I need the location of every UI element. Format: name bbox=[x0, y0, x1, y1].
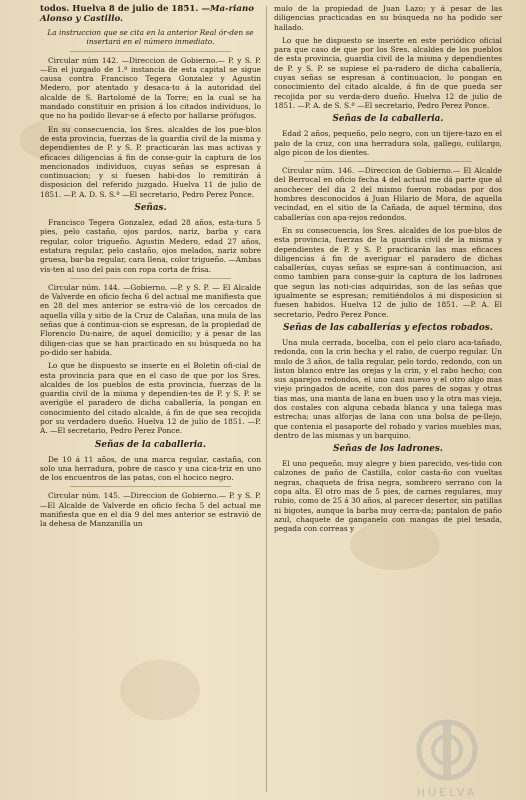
caballerias-robadas-text: Una mula cerrada, bocelba, con el pelo claro aca-tañado, redonda, con la crin hecha y el rabo, de cuerpo regular. Un mulo de 3 años, de talla regular, pelo tordo, redondo, con un liston blanco entre las orejas y la crin, y el rabo hecho; con sus aparejos redondos, el uno casi nuevo y el otro algo mas viejo pringados de aceite, con dos pares de sogas y otras tias mas, una manta de lana en buen uso y la otra mas vieja, dos costales con alguna cebada blanca y una talega mas estrecha; unas alforjas de lana con una bolsa de pe-llejo, que contenia el pasaporte del robado y varios muebles mas, dentro de las mismas y un barquino. bbox=[274, 337, 502, 440]
circular-142: Circular núm 142. —Direccion de Gobierno.— P. y S. P. —En el juzgado de 1.ª instancia de esta capital se sigue causa contra Francisco Tegera Gonzalez y Agustin Medero, por atentado y desaca-to á la autoridad del alcalde de S. Bartolomé de la Torre; en la cual se ha mandado constituir en prision á los citados individuos, lo que no ha podido llevar-se á efecto por hallarse prófugos. bbox=[40, 55, 261, 121]
circular-145: Circular núm. 145. —Direccion de Gobierno.— P. y S. P. —El Alcalde de Valverde en oficio fecha 5 del actual me manifiesta que en el dia 9 del mes anterior se estravió de la dehesa de Manzanilla un bbox=[40, 491, 261, 529]
section-title-caballeria: Señas de la caballeria. bbox=[95, 439, 206, 450]
issue-heading: todos. Huelva 8 de julio de 1851. —Ma-riano Alonso y Castillo. bbox=[40, 4, 254, 24]
divider-rule bbox=[70, 51, 231, 52]
section-title-ladrones: Señas de los ladrones. bbox=[333, 444, 443, 455]
circular-142-continuation: En su consecuencia, los Sres. alcaldes de los pue-blos de esta provincia, fuerzas de la guardia civil de la misma y dependientes de P. y S. P. practicarán las mas activas y eficaces diligencias á fin de conse-guir la captura de los mencionados individuos, cuyas señas se espresan á continuacion; y si fuesen habi-dos lo remitirán á disposicion del referido juzgado. Huelva 11 de julio de 1851. —P. A. D. S. S.ª —El secretario, Pedro Perez Ponce. bbox=[40, 124, 261, 199]
circular-146-continuation: En su consecuencia, los Sres. alcaldes de los pue-blos de esta provincia, fuerzas de la guardia civil de la misma y dependientes de P. y S. P. practicarán las mas eficaces diligencias á fin de averiguar el paradero de dichas caballerías, cuyas señas se espre-san á continuacion, asi como tambien para conse-guir la captura de los ladrones que segun las noti-cias adquiridas, son de las señas que igualmente se espresan; remitiéndolos á mi disposicion si fuesen habidos. Huelva 12 de julio de 1851. —P. A. El secretario, Pedro Perez Ponce. bbox=[274, 225, 502, 319]
circular-146: Circular núm. 146. —Direccion de Gobierno.— El Alcalde del Berrocal en oficio fecha 4 del actual me dá parte que al anochecer del dia 2 del mismo fueron robadas por dos hombres desconocidos á Juan Hilario de Mora, de aquella vecindad, en el sitio de la Cañada, de aquel término, dos caballerías con apa-rejos redondos. bbox=[274, 166, 502, 222]
archive-watermark-text: HUELVA bbox=[416, 786, 478, 799]
intro-note: La instruccion que se cita en la anterior Real ór-den se insertará en el número inmediato. bbox=[47, 28, 254, 47]
archive-watermark-logo bbox=[402, 716, 492, 792]
circular-144-continuation: Lo que he dispuesto se inserte en el Boletin ofi-cial de esta provincia para que en el caso de que por los Sres. alcaldes de los pueblos de esta provincia, fuerzas de la guardia civil de la misma y dependien-tes de P. y S. P. se averigüe el paradero de dicha caballería, la pongan en conocimiento del citado alcalde, á fin de que sea recojida por su verdadero dueño. Huelva 12 de julio de 1851. —P. A. —El secretario, Pedro Perez Ponce. bbox=[40, 361, 261, 436]
divider-rule bbox=[70, 486, 231, 487]
divider-rule bbox=[70, 278, 231, 279]
left-column bbox=[40, 4, 261, 533]
circular-144: Circular núm. 144. —Gobierno. —P. y S. P. — El Alcalde de Valverde en oficio fecha 6 del actual me manifiesta que en 28 del mes anterior se estra-vió de los cercados de aquella villa y sitio de la Cruz de Calañas, una mula de las señas que á continua-cion se espresan, de la propiedad de Florencio Du-naire, de aquel domicilio; y á pesar de las diligen-cias que se han practicado en su búsqueda no ha po-dido ser habida. bbox=[40, 282, 261, 357]
column-divider bbox=[266, 6, 267, 792]
continuation-text-2: Lo que he dispuesto se inserte en este periódico oficial para que caso de que por los Sres. alcaldes de los pueblos de esta provincia, guardia civil de la misma y dependientes de P. y S. P. se supiese el pa-radero de dicha caballería, cuyas señas se espresan á continuacion, lo pongan en conocimiento del citado alcalde, á fin de que pueda ser recojida por su verda-dero dueño. Huelva 12 de julio de 1851. —P. A. de S. S.ª —El secretario, Pedro Perez Ponce. bbox=[274, 35, 502, 110]
caballeria-text: De 10 á 11 años, de una marca regular, castaña, con solo una herradura, pobre de casco y una cica-triz en uno de los encuentros de las patas, con el hocico negro. bbox=[40, 454, 261, 483]
right-column bbox=[274, 4, 502, 538]
paper-stain bbox=[120, 660, 200, 720]
section-title-senas: Señas. bbox=[134, 203, 167, 214]
caballeria-text-right: Edad 2 años, pequeño, pelo negro, con un tijere-tazo en el palo de la cruz, con una herradura sola, gallego, culilargo, algo picon de los dientes. bbox=[274, 129, 502, 157]
ladrones-text: El uno pequeño, muy alegre y bien parecido, ves-tido con calzones de paño de Castilla, color casta-ño con vueltas negras, chaqueta de frisa negra, sombrero serrano con la copa alta. El otro mas de 5 pies, de carnes regulares, muy rubio, como de 25 á 30 años, al parecer desertor, sin patillas ni bigotes, aunque la barba muy cerra-da; pantalon de paño azul, chaquete de ganganelo con mangas de piel tesada, pegada con correas y bbox=[274, 459, 502, 534]
section-title-caballeria-right: Señas de la caballeria. bbox=[332, 114, 444, 125]
senas-text: Francisco Tegera Gonzalez, edad 28 años, esta-tura 5 pies, pelo castaño, ojos pardos, nariz, barba y cara regular, color trigueño. Agustin Medero, edad 27 años, estatura regular, pelo castaño, ojos melados, nariz sobre gruesa, bar-ba regular, cara llena, color trigueño. —Ambas vis-ten al uso del pais con ropa corta de frisa. bbox=[40, 218, 261, 274]
continuation-text: mulo de la propiedad de Juan Lazo; y á pesar de las diligencias practicadas en su búsqueda no ha podido ser hallado. bbox=[274, 4, 502, 32]
section-title-caballerias-robadas: Señas de las caballerías y efectos robados. bbox=[283, 322, 493, 333]
divider-rule bbox=[304, 161, 472, 162]
